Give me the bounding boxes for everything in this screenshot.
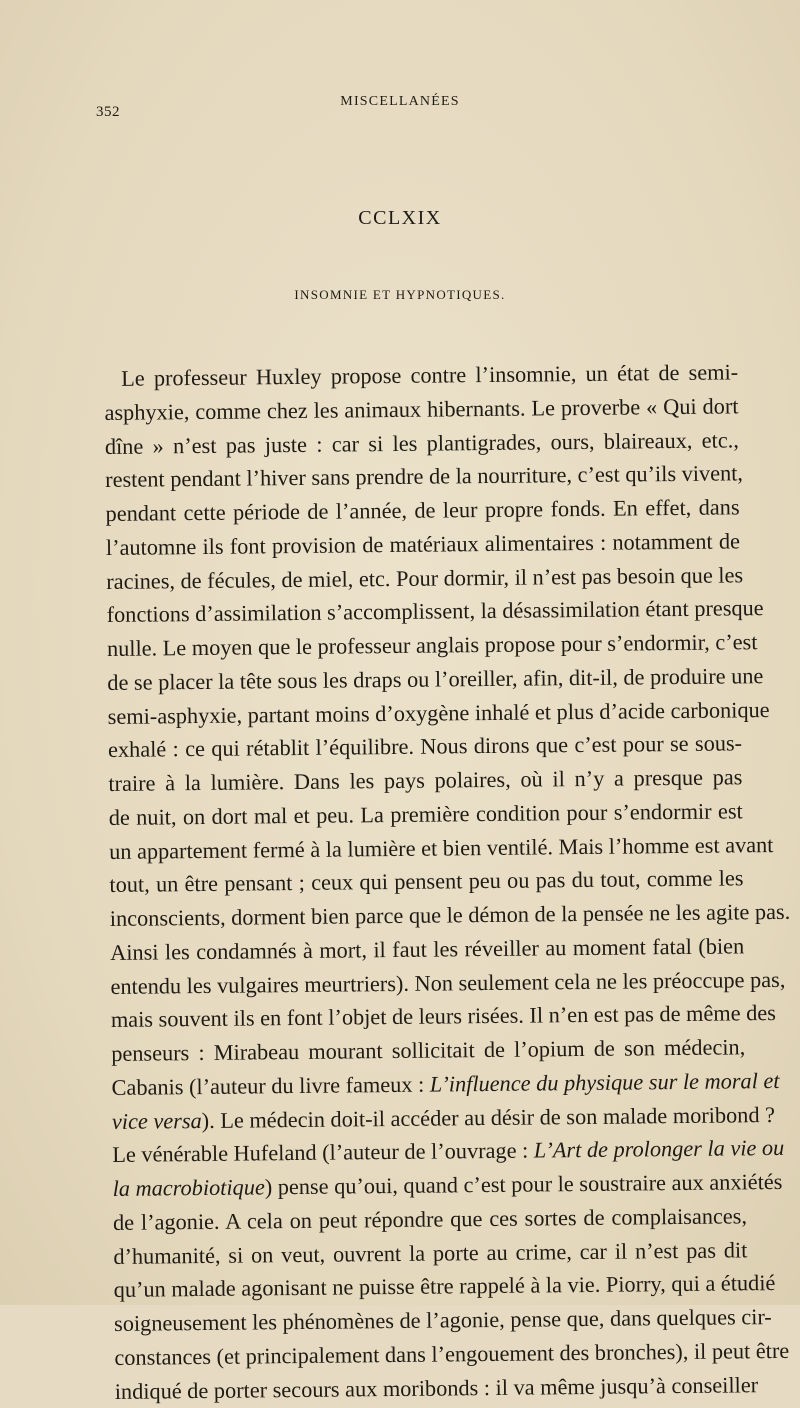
text-segment: ) pense qu’oui, quand c’est pour le soustraire aux anxiétés: [264, 1168, 783, 1200]
page-number: 352: [96, 104, 120, 120]
text-line: racines, de fécules, de miel, etc. Pour dormir, il n’est pas besoin que les: [106, 561, 744, 594]
text-line: de se placer la tête sous les draps ou l’oreiller, afin, dit-il, de produire une: [107, 662, 764, 695]
text-segment: Le vénérable Hufeland (l’auteur de l’ouvrage :: [112, 1137, 534, 1168]
text-line: fonctions d’assimilation s’accomplissent, la désassimilation étant presque: [106, 595, 764, 628]
text-line: tout, un être pensant ; ceux qui pensent peu ou pas du tout, comme les: [109, 865, 744, 898]
text-line: semi-asphyxie, partant moins d’oxygène inhalé et plus d’acide carbonique: [107, 696, 770, 729]
text-line: pendant cette période de l’année, de leur propre fonds. En effet, dans: [105, 494, 740, 526]
text-line: un appartement fermé à la lumière et bien ventilé. Mais l’homme est avant: [108, 831, 774, 864]
chapter-title: INSOMNIE ET HYPNOTIQUES.: [294, 287, 506, 302]
body-text: [104, 355, 791, 1408]
text-line: exhalé : ce qui rétablit l’équilibre. Nous dirons que c’est pour se sous-: [107, 730, 743, 763]
text-line: nulle. Le moyen que le professeur anglais propose pour s’endormir, c’est: [106, 629, 758, 661]
text-line: constances (et principalement dans l’engouement des bronches), il peut être: [114, 1337, 790, 1370]
book-title-italic: L’Art de prolonger la vie ou: [533, 1135, 785, 1163]
text-line: dîne » n’est pas juste : car si les plantigrades, ours, blaireaux, etc.,: [104, 426, 739, 459]
text-line: l’automne ils font provision de matériaux alimentaires : notamment de: [105, 528, 741, 560]
text-line: d’humanité, si on veut, ouvrent la porte au crime, car il n’est pas dit: [113, 1236, 748, 1269]
text-line: indiqué de porter secours aux moribonds : il va même jusqu’à conseiller: [114, 1371, 759, 1404]
text-line: mais souvent ils en font l’objet de leurs risées. Il n’en est pas de même des: [110, 1000, 777, 1033]
text-line: soigneusement les phénomènes de l’agonie, pense que, dans quelques cir-: [113, 1304, 772, 1336]
running-head: MISCELLANÉES: [340, 94, 460, 109]
text-segment: ). Le médecin doit-il accéder au désir de son malade moribond ?: [201, 1101, 776, 1133]
text-line: asphyxie, comme chez les animaux hibernants. Le proverbe « Qui dort: [104, 393, 739, 425]
text-segment: Cabanis (l’auteur du livre fameux :: [111, 1071, 430, 1100]
text-line: penseurs : Mirabeau mourant sollicitait de l’opium de son médecin,: [111, 1034, 746, 1066]
text-line: Ainsi les condamnés à mort, il faut les réveiller au moment fatal (bien: [110, 933, 745, 965]
text-line: entendu les vulgaires meurtriers). Non seulement cela ne les préoccupe pas,: [110, 966, 786, 999]
text-line: de l’agonie. A cela on peut répondre que ces sortes de complaisances,: [112, 1203, 748, 1235]
text-line: restent pendant l’hiver sans prendre de la nourriture, c’est qu’ils vivent,: [105, 460, 744, 493]
book-title-italic: vice versa: [111, 1107, 202, 1134]
text-line: traire à la lumière. Dans les pays polaires, où il n’y a presque pas: [108, 764, 743, 796]
text-line: qu’un malade agonisant ne puisse être rappelé à la vie. Piorry, qui a étudié: [113, 1270, 776, 1303]
book-title-italic: L’influence du physique sur le moral et: [429, 1067, 780, 1097]
book-title-italic: la macrobiotique: [112, 1174, 265, 1201]
text-line: inconscients, dorment bien parce que le démon de la pensée ne les agite pas.: [109, 898, 791, 931]
text-line: Le professeur Huxley propose contre l’insomnie, un état de semi-: [121, 359, 739, 391]
text-line: de nuit, on dort mal et peu. La première condition pour s’endormir est: [108, 798, 743, 830]
chapter-number: CCLXIX: [358, 207, 442, 229]
